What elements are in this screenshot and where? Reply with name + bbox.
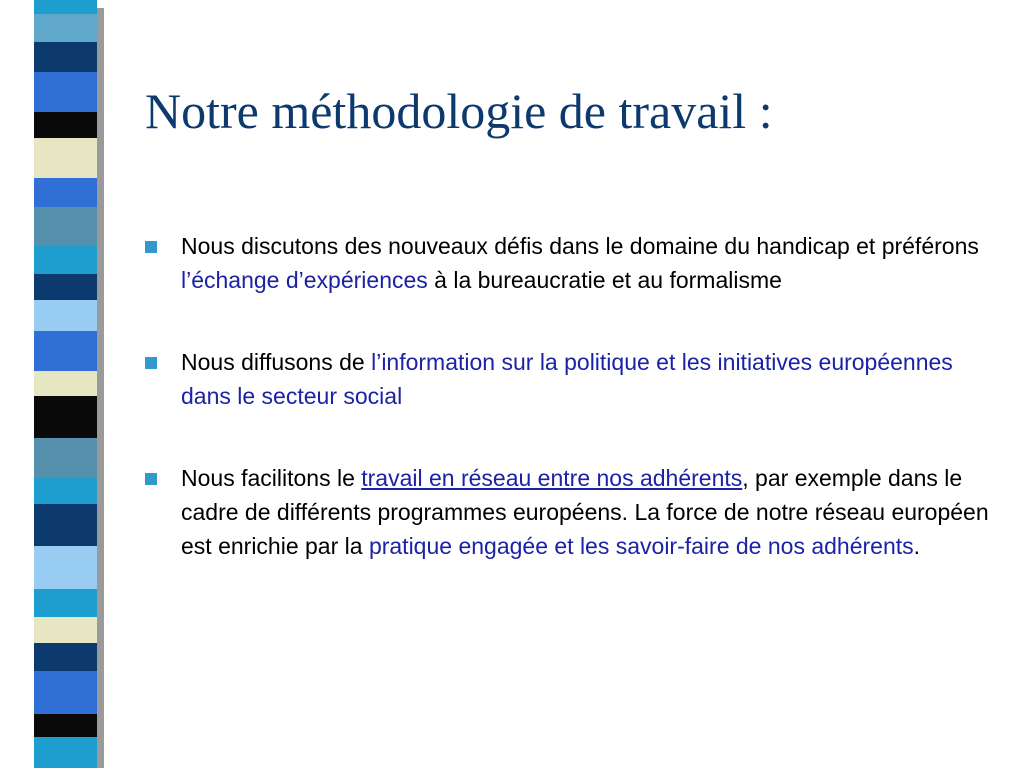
highlight-text: l’information sur la politique et les initiatives européennes dans le secteur social (181, 349, 953, 409)
stripe-segment (34, 0, 97, 14)
stripe-segment (34, 643, 97, 671)
highlight-text: pratique engagée et les savoir-faire de nos adhérents (368, 533, 914, 559)
network-link[interactable]: travail en réseau entre nos adhérents (361, 465, 743, 491)
square-bullet-icon (145, 241, 157, 253)
stripe-segment (34, 331, 97, 371)
bullet-text: Nous discutons des nouveaux défis dans le domaine du handicap et préférons (181, 233, 979, 259)
stripe-segment (34, 617, 97, 643)
bullet-item-discussion (145, 229, 995, 297)
stripe-segment (34, 178, 97, 206)
stripe-segment (34, 72, 97, 111)
stripe-segment (34, 546, 97, 588)
stripe-segment (34, 42, 97, 72)
stripe-segment (34, 14, 97, 42)
square-bullet-icon (145, 357, 157, 369)
stripe-segment (34, 478, 97, 504)
stripe-segment (34, 714, 97, 737)
stripe-segment (34, 207, 97, 246)
square-bullet-icon (145, 473, 157, 485)
stripe-segment (34, 504, 97, 546)
stripe-segment (34, 671, 97, 713)
slide-title: Notre méthodologie de travail : (145, 83, 773, 139)
highlight-text: l’échange d’expériences (181, 267, 428, 293)
stripe-segment (34, 138, 97, 178)
stripe-segment (34, 300, 97, 330)
bullet-list (145, 229, 995, 563)
stripe-segment (34, 246, 97, 274)
stripe-segment (34, 438, 97, 477)
bullet-text: , par exemple dans le cadre de différents programmes européens. La force de notre réseau européen est enrichie par la (181, 465, 989, 559)
stripe-segment (34, 371, 97, 396)
stripe-segment (34, 589, 97, 617)
stripe-segment (34, 737, 97, 768)
bullet-text: à la bureaucratie et au formalisme (427, 267, 782, 293)
bullet-text: Nous facilitons le (181, 465, 362, 491)
stripe-segment (34, 396, 97, 438)
decorative-stripe-bar (34, 0, 97, 768)
bullet-item-networking (145, 461, 995, 563)
bullet-text: . (913, 533, 921, 559)
stripe-segment (34, 274, 97, 300)
stripe-segment (34, 112, 97, 138)
bullet-text: Nous diffusons de (181, 349, 372, 375)
bullet-item-information (145, 345, 995, 413)
